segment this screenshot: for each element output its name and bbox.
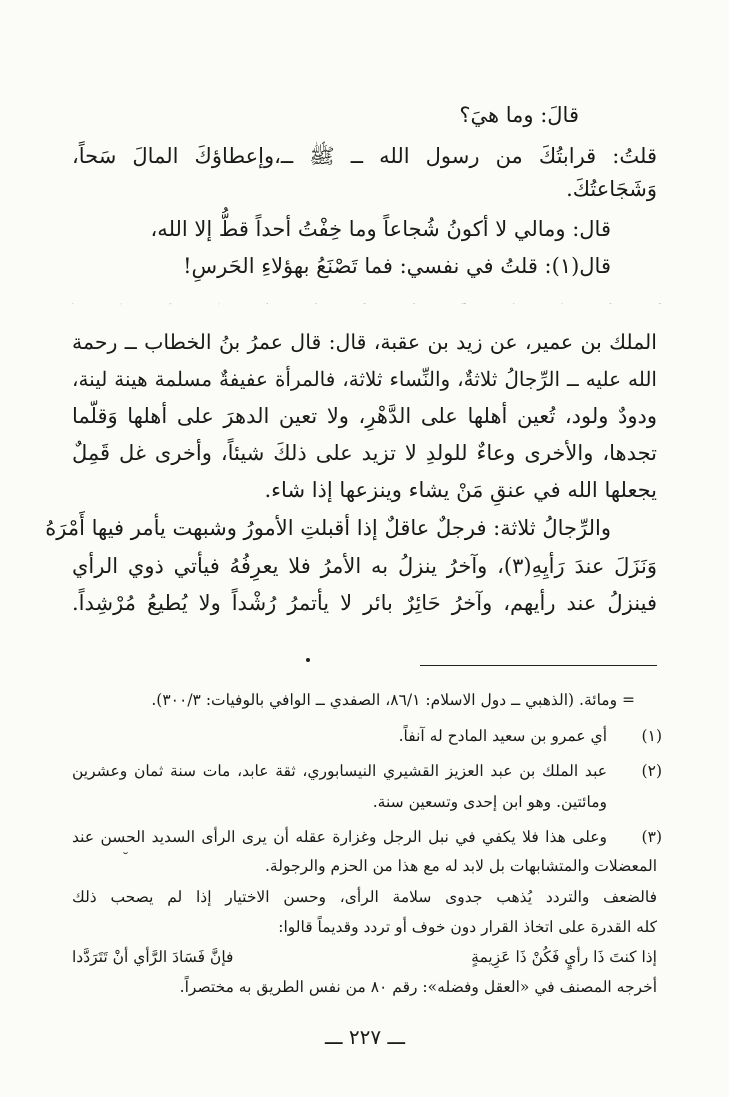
footnote-separator bbox=[420, 665, 657, 666]
verse-second-hemistich: فإنَّ فَسَادَ الرَّأي أنْ تَتَرَدَّدا bbox=[72, 948, 234, 966]
main-line-14: فينزلُ عند رأيهم، وآخرُ حَائِرٌ بائر لا يأتمرُ رُشْداً ولا يُطيعُ مُرْشِداً. bbox=[72, 591, 657, 615]
main-line-11: يجعلها الله في عنقِ مَنْ يشاء وينزعها إذا شاء. bbox=[264, 478, 657, 502]
footnote-3-number: (٣) bbox=[641, 828, 662, 846]
footnote-3-line-2: المعضلات والمتشابهات بل لابد له مع هذا من الحزم والرجولة. bbox=[264, 857, 657, 875]
main-line-6: (٢٦٧) حدثنا أبو نصر التَّمَّار(٢)، قال: حدثنا عبيدُ الله بنُ عمرو، عن عبد bbox=[72, 304, 661, 305]
footnote-3-line-3: فالضعف والتردد يُذهب جدوى سلامة الرأى، وحسن الاختيار إذا لم يصحب ذلك bbox=[72, 888, 657, 906]
main-line-4: قال: ومالي لا أكونُ شُجاعاً وما خِفْتُ أحداً قطُّ إلا الله، bbox=[150, 217, 611, 241]
footnote-2-number: (٢) bbox=[641, 762, 662, 780]
footnote-source: أخرجه المصنف في «العقل وفضله»: رقم ٨٠ من نفس الطريق به مختصراً. bbox=[179, 978, 657, 996]
main-line-5: قال(١): قلتُ في نفسي: فما تَصْنَعُ بهؤلاءِ الحَرسِ! bbox=[183, 254, 611, 278]
main-line-3: وَشَجَاعتُكَ. bbox=[566, 177, 657, 201]
page-number: ـــ ٢٢٧ ـــ bbox=[324, 1025, 406, 1049]
footnote-3-line-1: وعلى هذا فلا يكفي في نبل الرجل وغزارة عقله أن يرى الرأى السديد الحسن عند bbox=[72, 828, 607, 846]
main-line-7: الملك بن عمير، عن زيد بن عقبة، قال: قال عمرُ بنُ الخطاب ــ رحمة bbox=[72, 330, 657, 354]
footnote-2-line-2: ومائتين. وهو ابن إحدى وتسعين سنة. bbox=[372, 793, 607, 811]
footnote-1-line-1: أي عمرو بن سعيد المادح له آنفاً. bbox=[398, 727, 607, 745]
main-line-1: قالَ: وما هيَ؟ bbox=[459, 103, 579, 127]
main-line-13: وَنَزَلَ عندَ رَأيِهِ(٣)، وآخرُ ينزلُ به الأمرُ فلا يعرِفُهُ فيأتي ذوي الرأي bbox=[72, 554, 657, 578]
stray-dot bbox=[306, 658, 310, 662]
main-line-10: تجدها، والأخرى وعاءٌ للولدِ لا تزيد على ذلكَ شيئاً، وأخرى غل قَمِلٌ bbox=[72, 441, 657, 465]
main-line-9: ودودٌ ولود، تُعين أهلها على الدَّهْرِ، ولا تعين الدهرَ على أهلها وَقلّما bbox=[72, 404, 657, 428]
footnote-2-line-1: عبد الملك بن عبد العزيز القشيري النيسابوري، ثقة عابد، مات سنة ثمان وعشرين bbox=[72, 762, 607, 780]
footnote-3-line-4: كله القدرة على اتخاذ القرار دون خوف أو تردد وقديماً قالوا: bbox=[278, 918, 657, 936]
footnote-continuation: = ومائة. (الذهبي ــ دول الاسلام: ٨٦/١، الصفدي ــ الوافي بالوفيات: ٣٠٠/٣). bbox=[151, 691, 635, 709]
stray-mark: ˘ bbox=[122, 851, 129, 867]
main-line-2: قلتُ: قرابتُكَ من رسول الله ــ ﷺ ــ،وإعطاؤكَ المالَ سَحاً، bbox=[72, 144, 657, 168]
verse-first-hemistich: إذا كنتَ ذَا رأيٍ فَكُنْ ذَا عَزِيمةٍ bbox=[471, 948, 657, 966]
main-line-8: الله عليه ــ الرِّجالُ ثلاثةٌ، والنِّساء ثلاثة، فالمرأة عفيفةٌ مسلمة هينة لينة، bbox=[72, 367, 657, 391]
footnote-1-number: (١) bbox=[641, 727, 662, 745]
main-line-12: والرِّجالُ ثلاثة: فرجلٌ عاقلٌ إذا أقبلتِ الأمورُ وشبهت يأمر فيها أَمْرَهُ bbox=[45, 516, 611, 540]
